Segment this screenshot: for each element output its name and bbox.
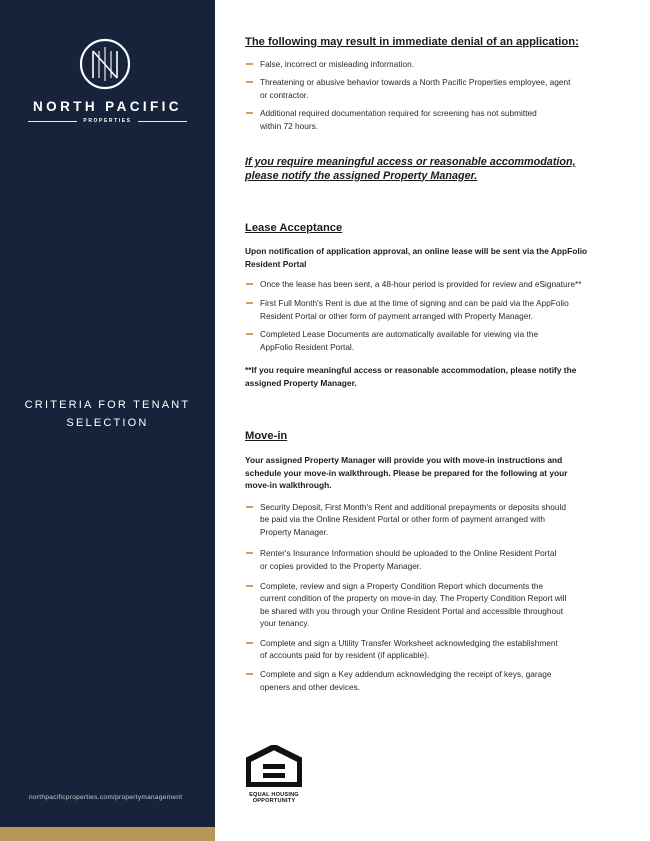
lease-list bbox=[245, 278, 617, 353]
list-item bbox=[245, 547, 617, 572]
denial-heading: The following may result in immediate denial of an application: bbox=[245, 36, 579, 48]
list-item-line: AppFolio Resident Portal. bbox=[260, 341, 355, 352]
north-pacific-logo-icon bbox=[79, 38, 131, 90]
brand-name: NORTH PACIFIC bbox=[33, 99, 182, 114]
list-item-line: your tenancy. bbox=[260, 618, 310, 629]
list-item-line: Resident Portal or other form of payment arranged with Property Manager. bbox=[260, 310, 534, 321]
list-item-line: Renter's Insurance Information should be uploaded to the Online Resident Portal bbox=[260, 548, 557, 559]
list-item bbox=[245, 58, 617, 70]
movein-heading: Move-in bbox=[245, 430, 288, 442]
list-item-line: False, incorrect or misleading information. bbox=[260, 59, 415, 69]
accommodation-notice-line2: please notify the assigned Property Manager. bbox=[245, 169, 478, 182]
list-item bbox=[245, 637, 617, 662]
accommodation-notice-line1: If you require meaningful access or reasonable accommodation, bbox=[245, 156, 576, 168]
movein-list bbox=[245, 501, 617, 693]
list-item-line: of accounts paid for by resident (if applicable). bbox=[260, 650, 430, 661]
equal-housing-logo bbox=[245, 745, 303, 805]
document-title bbox=[0, 396, 215, 432]
list-item-line: Security Deposit, First Month's Rent and additional prepayments or deposits should bbox=[260, 502, 566, 512]
document-title-line2: SELECTION bbox=[66, 417, 149, 429]
list-item bbox=[245, 328, 617, 353]
lease-intro-line1: Upon notification of application approval, an online lease will be sent via the AppFolio bbox=[245, 246, 588, 256]
list-item-line: Complete and sign a Utility Transfer Worksheet acknowledging the establishment bbox=[260, 637, 558, 648]
list-item-line: current condition of the property on move-in day. The Property Condition Report will bbox=[260, 593, 567, 604]
equal-housing-text bbox=[245, 792, 303, 805]
movein-intro-line2: schedule your move-in walkthrough. Please be prepared for the following at your bbox=[245, 467, 568, 478]
brand-subtitle bbox=[28, 116, 187, 126]
list-item bbox=[245, 297, 617, 322]
list-item bbox=[245, 580, 617, 630]
brand-subtitle-text: PROPERTIES bbox=[83, 118, 132, 124]
accommodation-notice bbox=[245, 156, 617, 183]
list-item bbox=[245, 668, 617, 693]
list-item bbox=[245, 501, 617, 538]
list-item-line: be paid via the Online Resident Portal or other form of payment arranged with bbox=[260, 514, 546, 525]
lease-note bbox=[245, 364, 617, 389]
list-item-line: First Full Month's Rent is due at the time of signing and can be paid via the AppFolio bbox=[260, 298, 569, 309]
list-item bbox=[245, 107, 617, 132]
list-item-line: be shared with you through your Online Resident Portal and accessible throughout bbox=[260, 605, 564, 616]
movein-intro-line3: move-in walkthrough. bbox=[245, 480, 332, 490]
list-item-line: or copies provided to the Property Manager. bbox=[260, 560, 422, 571]
divider-left bbox=[28, 121, 77, 122]
lease-heading: Lease Acceptance bbox=[245, 222, 343, 234]
list-item-line: Once the lease has been sent, a 48-hour period is provided for review and eSignature** bbox=[260, 279, 582, 289]
equal-housing-line1: EQUAL HOUSING bbox=[249, 792, 299, 798]
list-item-line: Complete, review and sign a Property Condition Report which documents the bbox=[260, 581, 544, 592]
document-title-line1: CRITERIA FOR TENANT bbox=[24, 399, 191, 411]
list-item-line: openers and other devices. bbox=[260, 681, 361, 692]
list-item-line: Threatening or abusive behavior towards a North Pacific Properties employee, agent bbox=[260, 77, 571, 88]
lease-note-line1: **If you require meaningful access or reasonable accommodation, please notify the bbox=[245, 365, 577, 375]
website-url: northpacificproperties.com/propertymanagement bbox=[29, 794, 183, 801]
sidebar bbox=[0, 0, 215, 841]
list-item-line: Property Manager. bbox=[260, 526, 329, 537]
accent-bar bbox=[0, 827, 215, 841]
equal-housing-line2: OPPORTUNITY bbox=[252, 798, 296, 805]
lease-intro bbox=[245, 245, 617, 270]
list-item-line: or contractor. bbox=[260, 89, 309, 100]
equal-housing-icon bbox=[246, 745, 302, 787]
denial-list bbox=[245, 58, 617, 132]
list-item-line: within 72 hours. bbox=[260, 120, 319, 131]
list-item bbox=[245, 76, 617, 101]
divider-right bbox=[138, 121, 187, 122]
list-item-line: Completed Lease Documents are automatically available for viewing via the bbox=[260, 329, 539, 340]
movein-intro-line1: Your assigned Property Manager will provide you with move-in instructions and bbox=[245, 455, 563, 465]
movein-intro bbox=[245, 454, 617, 492]
list-item-line: Additional required documentation required for screening has not submitted bbox=[260, 108, 537, 119]
list-item-line: Complete and sign a Key addendum acknowledging the receipt of keys, garage bbox=[260, 669, 552, 680]
lease-note-line2: assigned Property Manager. bbox=[245, 377, 357, 388]
list-item bbox=[245, 278, 617, 290]
lease-intro-line2: Resident Portal bbox=[245, 258, 307, 269]
